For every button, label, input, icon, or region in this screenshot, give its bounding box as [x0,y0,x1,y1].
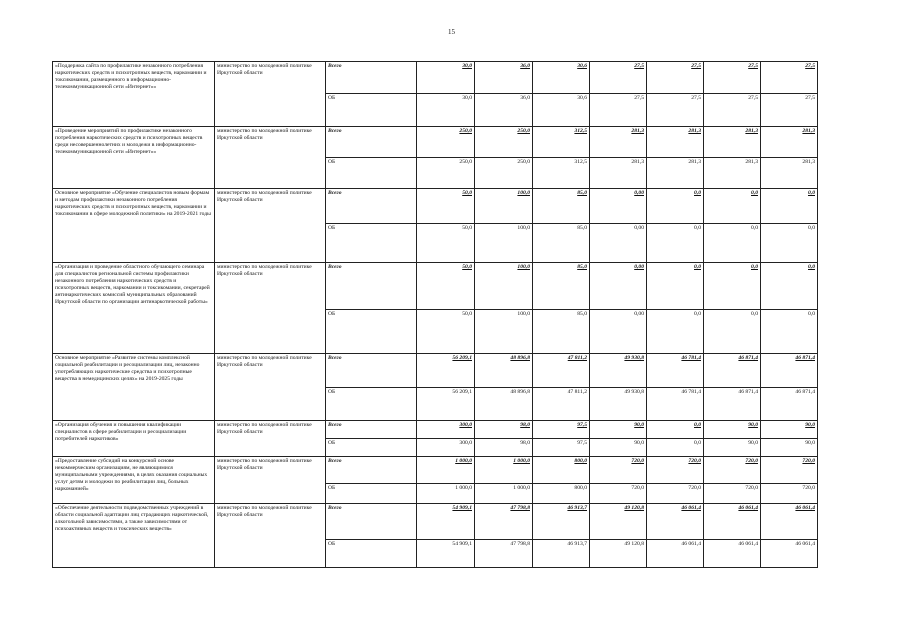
funding-label-total: Всего [326,62,417,94]
ob-amount-cell: 0,0 [647,310,704,354]
ob-amount-cell: 36,0 [475,94,533,127]
budget-table [52,61,818,568]
total-amount-cell: 46 061,4 [704,504,761,540]
total-amount-cell: 49 120,8 [590,504,647,540]
ob-amount-cell: 0,00 [590,310,647,354]
funding-label-total: Всего [326,263,417,310]
total-amount-cell: 281,3 [704,127,761,158]
ob-amount-cell: 0,0 [761,310,818,354]
executor-name: министерство по молодежной политике Иркутской области [215,127,326,189]
total-amount-cell: 46 871,4 [761,354,818,388]
ob-amount-cell: 0,0 [704,224,761,263]
total-amount-cell: 27,5 [761,62,818,94]
activity-name: «Проведение мероприятий по профилактике незаконного потребления наркотических средств и психотропных веществ среди несовершеннолетних и молодежи в информационно-телекоммуникационной сети «Интернет»» [53,127,215,189]
ob-amount-cell: 250,0 [475,158,533,189]
ob-amount-cell: 46 781,4 [647,388,704,421]
total-amount-cell: 0,0 [647,263,704,310]
total-amount-cell: 85,0 [533,189,590,224]
activity-name: «Организация и проведение областного обучающего семинара для специалистов региональной системы профилактики незаконного потребления наркотических средств и психотропных веществ, наркомании и токсикомании, секретарей антинаркотических комиссий муниципальных образований Иркутской области по организации антинаркотической работы» [53,263,215,354]
ob-amount-cell: 85,0 [533,310,590,354]
total-amount-cell: 47 811,2 [533,354,590,388]
ob-amount-cell: 97,5 [533,439,590,457]
total-amount-cell: 0,00 [590,263,647,310]
table-row [53,189,818,224]
total-amount-cell: 56 209,1 [417,354,475,388]
ob-amount-cell: 46 913,7 [533,540,590,568]
ob-amount-cell: 48 896,8 [475,388,533,421]
ob-amount-cell: 800,0 [533,484,590,504]
total-amount-cell: 720,0 [761,457,818,484]
ob-amount-cell: 56 209,1 [417,388,475,421]
total-amount-cell: 98,0 [475,421,533,439]
ob-amount-cell: 30,6 [533,94,590,127]
activity-name: Основное мероприятие «Развитие системы комплексной социальной реабилитации и ресоциализации лиц, незаконно употребляющих наркотические средства и психотропные вещества в немедицинских целях» на 2019-2025 годы [53,354,215,421]
total-amount-cell: 46 781,4 [647,354,704,388]
ob-amount-cell: 100,0 [475,310,533,354]
total-amount-cell: 48 896,8 [475,354,533,388]
total-amount-cell: 30,0 [417,62,475,94]
ob-amount-cell: 720,0 [704,484,761,504]
ob-amount-cell: 30,0 [417,94,475,127]
total-amount-cell: 46 061,4 [761,504,818,540]
ob-amount-cell: 0,0 [704,310,761,354]
ob-amount-cell: 54 909,1 [417,540,475,568]
funding-label-ob: ОБ [326,94,417,127]
table-row [53,62,818,94]
executor-name: министерство по молодежной политике Иркутской области [215,457,326,504]
total-amount-cell: 49 930,8 [590,354,647,388]
ob-amount-cell: 90,0 [761,439,818,457]
ob-amount-cell: 98,0 [475,439,533,457]
activity-name: Основное мероприятие «Обучение специалистов новым формам и методам профилактики незаконного потребления наркотических средств и психотропных веществ, наркомании и токсикомании в сфере молодежной политики» на 2019-2021 годы [53,189,215,263]
total-amount-cell: 36,0 [475,62,533,94]
ob-amount-cell: 1 000,0 [475,484,533,504]
ob-amount-cell: 27,5 [590,94,647,127]
page-number: 15 [448,28,455,36]
ob-amount-cell: 281,3 [704,158,761,189]
ob-amount-cell: 0,0 [647,439,704,457]
ob-amount-cell: 281,3 [647,158,704,189]
funding-label-total: Всего [326,127,417,158]
ob-amount-cell: 46 871,4 [704,388,761,421]
total-amount-cell: 0,0 [704,189,761,224]
total-amount-cell: 800,0 [533,457,590,484]
total-amount-cell: 27,5 [704,62,761,94]
ob-amount-cell: 49 120,8 [590,540,647,568]
total-amount-cell: 97,5 [533,421,590,439]
executor-name: министерство по молодежной политике Иркутской области [215,189,326,263]
total-amount-cell: 0,0 [647,189,704,224]
total-amount-cell: 90,0 [761,421,818,439]
total-amount-cell: 46 061,4 [647,504,704,540]
funding-label-ob: ОБ [326,310,417,354]
ob-amount-cell: 50,0 [417,310,475,354]
ob-amount-cell: 100,0 [475,224,533,263]
funding-label-ob: ОБ [326,484,417,504]
table-row [53,263,818,310]
ob-amount-cell: 0,0 [761,224,818,263]
total-amount-cell: 0,0 [761,263,818,310]
ob-amount-cell: 720,0 [761,484,818,504]
total-amount-cell: 720,0 [590,457,647,484]
activity-name: «Предоставление субсидий на конкурсной основе некоммерческим организациям, не являющимися муниципальными учреждениями, в целях оказания социальных услуг детям и молодежи по реабилитации лиц, больных наркоманией» [53,457,215,504]
total-amount-cell: 46 913,7 [533,504,590,540]
ob-amount-cell: 27,5 [647,94,704,127]
total-amount-cell: 0,0 [647,421,704,439]
executor-name: министерство по молодежной политике Иркутской области [215,263,326,354]
total-amount-cell: 30,6 [533,62,590,94]
ob-amount-cell: 90,0 [590,439,647,457]
ob-amount-cell: 46 061,4 [704,540,761,568]
total-amount-cell: 90,0 [590,421,647,439]
total-amount-cell: 720,0 [704,457,761,484]
ob-amount-cell: 0,00 [590,224,647,263]
total-amount-cell: 281,3 [647,127,704,158]
funding-label-total: Всего [326,421,417,439]
executor-name: министерство по молодежной политике Иркутской области [215,504,326,568]
funding-label-total: Всего [326,504,417,540]
activity-name: «Поддержка сайта по профилактике незаконного потребления наркотических средств и психотропных веществ, наркомании и токсикомании, размещенного в информационно-телекоммуникационной сети «Интернет»» [53,62,215,127]
total-amount-cell: 100,0 [475,189,533,224]
funding-label-ob: ОБ [326,439,417,457]
total-amount-cell: 27,5 [590,62,647,94]
table-row [53,504,818,540]
ob-amount-cell: 47 798,8 [475,540,533,568]
activity-name: «Обеспечение деятельности подведомственных учреждений в области социальной адаптации лиц страдающих наркотической, алкогольной зависимостями, а также зависимостями от психоактивных веществ и токсических веществ» [53,504,215,568]
total-amount-cell: 46 871,4 [704,354,761,388]
table-row [53,127,818,158]
ob-amount-cell: 281,3 [761,158,818,189]
ob-amount-cell: 90,0 [704,439,761,457]
ob-amount-cell: 312,5 [533,158,590,189]
total-amount-cell: 54 909,1 [417,504,475,540]
total-amount-cell: 312,5 [533,127,590,158]
ob-amount-cell: 49 930,8 [590,388,647,421]
funding-label-ob: ОБ [326,224,417,263]
total-amount-cell: 250,0 [417,127,475,158]
table-row [53,421,818,439]
total-amount-cell: 281,3 [590,127,647,158]
ob-amount-cell: 46 871,4 [761,388,818,421]
ob-amount-cell: 47 811,2 [533,388,590,421]
total-amount-cell: 50,0 [417,263,475,310]
ob-amount-cell: 85,0 [533,224,590,263]
funding-label-ob: ОБ [326,388,417,421]
funding-label-ob: ОБ [326,158,417,189]
ob-amount-cell: 281,3 [590,158,647,189]
total-amount-cell: 300,0 [417,421,475,439]
table-row [53,457,818,484]
total-amount-cell: 281,3 [761,127,818,158]
ob-amount-cell: 720,0 [647,484,704,504]
funding-label-total: Всего [326,457,417,484]
ob-amount-cell: 300,0 [417,439,475,457]
ob-amount-cell: 720,0 [590,484,647,504]
total-amount-cell: 720,0 [647,457,704,484]
ob-amount-cell: 27,5 [704,94,761,127]
total-amount-cell: 50,0 [417,189,475,224]
ob-amount-cell: 250,0 [417,158,475,189]
funding-label-total: Всего [326,354,417,388]
ob-amount-cell: 27,5 [761,94,818,127]
funding-label-ob: ОБ [326,540,417,568]
executor-name: министерство по молодежной политике Иркутской области [215,421,326,457]
activity-name: «Организация обучения и повышения квалификации специалистов в сфере реабилитации и ресоциализации потребителей наркотиков» [53,421,215,457]
total-amount-cell: 250,0 [475,127,533,158]
total-amount-cell: 100,0 [475,263,533,310]
ob-amount-cell: 46 061,4 [647,540,704,568]
total-amount-cell: 27,5 [647,62,704,94]
ob-amount-cell: 1 000,0 [417,484,475,504]
total-amount-cell: 90,0 [704,421,761,439]
total-amount-cell: 0,00 [590,189,647,224]
executor-name: министерство по молодежной политике Иркутской области [215,354,326,421]
ob-amount-cell: 0,0 [647,224,704,263]
executor-name: министерство по молодежной политике Иркутской области [215,62,326,127]
table-row [53,354,818,388]
total-amount-cell: 0,0 [761,189,818,224]
total-amount-cell: 47 798,8 [475,504,533,540]
total-amount-cell: 1 000,0 [417,457,475,484]
total-amount-cell: 85,0 [533,263,590,310]
total-amount-cell: 1 000,0 [475,457,533,484]
total-amount-cell: 0,0 [704,263,761,310]
ob-amount-cell: 46 061,4 [761,540,818,568]
funding-label-total: Всего [326,189,417,224]
ob-amount-cell: 50,0 [417,224,475,263]
